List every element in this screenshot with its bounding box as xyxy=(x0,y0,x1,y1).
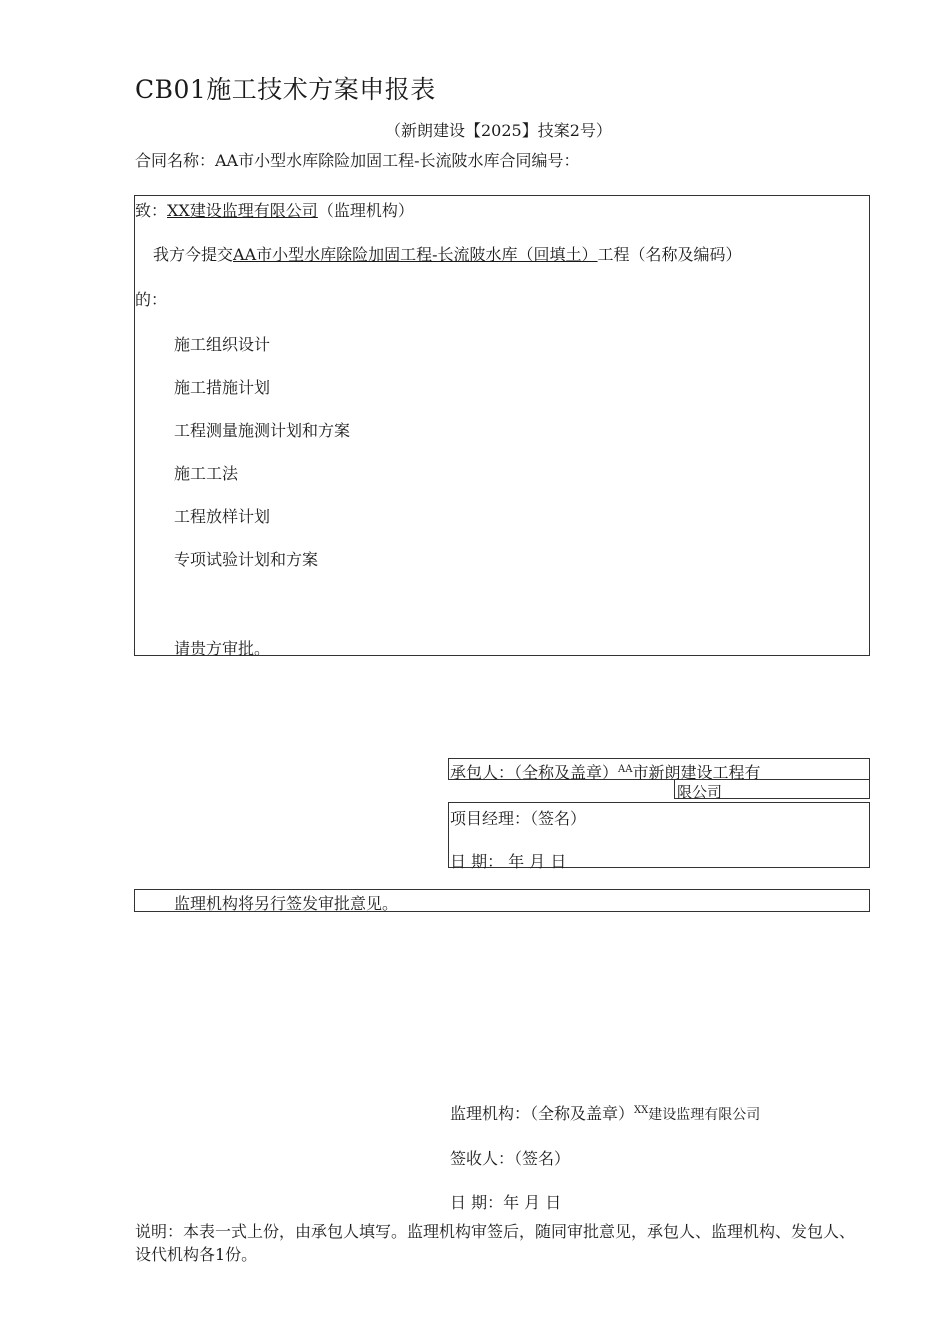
of-label: 的： xyxy=(135,290,168,309)
footnote: 说明：本表一式上份，由承包人填写。监理机构审签后，随同审批意见，承包人、监理机构、发包人、设代机构各1份。 xyxy=(135,1222,856,1264)
item-survey-plan: 工程测量施测计划和方案 xyxy=(174,421,351,440)
submit-project: AA市小型水库除险加固工程-长流陂水库（回填土） xyxy=(233,245,598,264)
contractor-name-cont-box xyxy=(674,779,870,799)
submit-suffix: 工程（名称及编码） xyxy=(597,245,742,264)
supervisor-note: 监理机构将另行签发审批意见。 xyxy=(174,894,399,913)
submit-line xyxy=(153,242,742,265)
project-manager-label: 项目经理：（签名） xyxy=(450,809,587,828)
supervisor-label: 监理机构：（全称及盖章） xyxy=(450,1104,635,1123)
contract-line: 合同名称：AA市小型水库除险加固工程-长流陂水库合同编号： xyxy=(135,151,580,170)
supervisor-label-line xyxy=(450,1101,760,1124)
contractor-sign-box xyxy=(448,802,870,871)
item-layout-plan: 工程放样计划 xyxy=(174,507,271,526)
contractor-name-box xyxy=(448,758,870,780)
supervisor-note-box xyxy=(134,889,870,912)
addressee-suffix: （监理机构） xyxy=(317,201,414,220)
item-measure-plan: 施工措施计划 xyxy=(174,378,271,397)
contractor-label: 承包人：（全称及盖章） xyxy=(450,763,619,782)
request-text: 请贵方审批。 xyxy=(174,639,271,658)
receiver-label: 签收人：（签名） xyxy=(450,1149,571,1168)
supervisor-date: 日 期：年 月 日 xyxy=(450,1193,562,1212)
contractor-name-2: 限公司 xyxy=(677,783,723,801)
contractor-date: 日 期： 年 月 日 xyxy=(450,852,567,871)
addressee-prefix: 致： xyxy=(135,201,168,220)
supervisor-name: 建设监理有限公司 xyxy=(648,1107,761,1123)
submit-prefix: 我方今提交 xyxy=(153,245,234,264)
item-test-plan: 专项试验计划和方案 xyxy=(174,550,319,569)
submission-box xyxy=(134,195,870,656)
supervisor-sup: XX xyxy=(634,1105,649,1116)
page-title: CB01施工技术方案申报表 xyxy=(135,75,436,104)
contractor-name-1: 市新朗建设工程有 xyxy=(632,763,761,782)
item-construction-design: 施工组织设计 xyxy=(174,335,271,354)
document-number: （新朗建设【2025】技案2号） xyxy=(385,121,612,140)
item-construction-method: 施工工法 xyxy=(174,464,239,483)
addressee-line xyxy=(135,198,414,221)
contractor-sup: AA xyxy=(618,764,633,775)
addressee-org: XX建设监理有限公司 xyxy=(167,201,318,220)
